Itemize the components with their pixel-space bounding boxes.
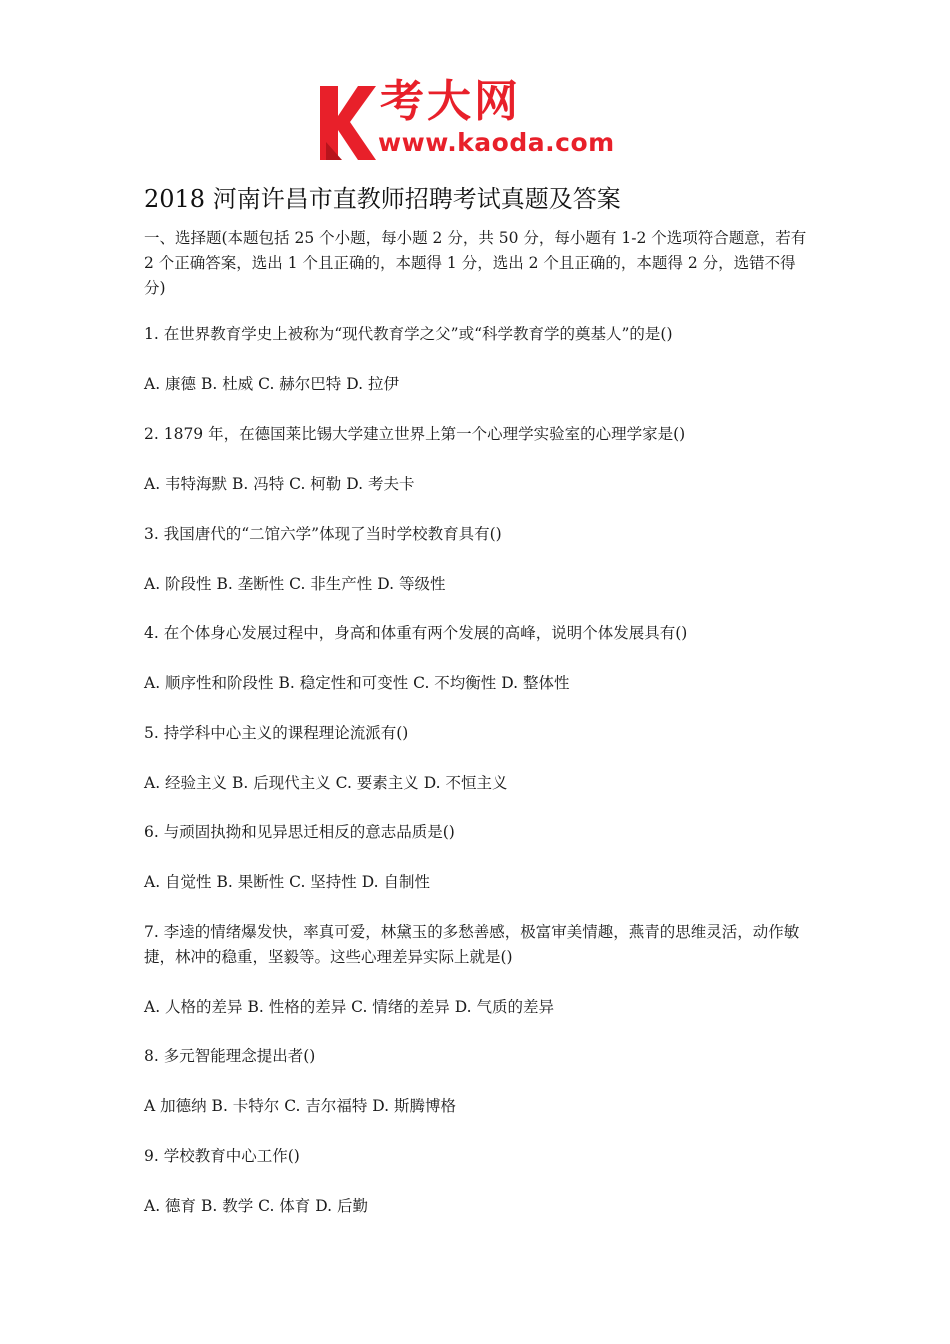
- question-3-options: A. 阶段性 B. 垄断性 C. 非生产性 D. 等级性: [144, 575, 446, 593]
- question-6: 6. 与顽固执拗和见异思迁相反的意志品质是(): [144, 823, 455, 841]
- section-intro: 一、选择题(本题包括 25 个小题，每小题 2 分，共 50 分，每小题有 1-2 个选项符合题意，若有 2 个正确答案，选出 1 个且正确的，本题得 1 分，选出 2 个且正确的，本题得 2 分，选错不得分): [144, 229, 807, 297]
- question-3: 3. 我国唐代的“二馆六学”体现了当时学校教育具有(): [144, 525, 502, 543]
- document-title: 2018 河南许昌市直教师招聘考试真题及答案: [144, 185, 621, 213]
- question-4-options: A. 顺序性和阶段性 B. 稳定性和可变性 C. 不均衡性 D. 整体性: [144, 674, 570, 692]
- site-logo: [316, 78, 646, 164]
- question-4: 4. 在个体身心发展过程中，身高和体重有两个发展的高峰，说明个体发展具有(): [144, 624, 688, 642]
- question-9: 9. 学校教育中心工作(): [144, 1147, 300, 1165]
- question-5-options: A. 经验主义 B. 后现代主义 C. 要素主义 D. 不恒主义: [144, 774, 508, 792]
- question-5: 5. 持学科中心主义的课程理论流派有(): [144, 724, 409, 742]
- question-7: 7. 李逵的情绪爆发快，率真可爱，林黛玉的多愁善感，极富审美情趣，燕青的思维灵活，动作敏捷，林冲的稳重，坚毅等。这些心理差异实际上就是(): [144, 923, 800, 966]
- question-7-options: A. 人格的差异 B. 性格的差异 C. 情绪的差异 D. 气质的差异: [144, 998, 554, 1016]
- question-6-options: A. 自觉性 B. 果断性 C. 坚持性 D. 自制性: [144, 873, 430, 891]
- question-1: 1. 在世界教育学史上被称为“现代教育学之父”或“科学教育学的奠基人”的是(): [144, 325, 673, 343]
- question-2: 2. 1879 年，在德国莱比锡大学建立世界上第一个心理学实验室的心理学家是(): [144, 425, 686, 443]
- question-8: 8. 多元智能理念提出者(): [144, 1047, 316, 1065]
- question-9-options: A. 德育 B. 教学 C. 体育 D. 后勤: [144, 1197, 368, 1215]
- logo-url: www.kaoda.com: [378, 128, 615, 157]
- question-2-options: A. 韦特海默 B. 冯特 C. 柯勒 D. 考夫卡: [144, 475, 415, 493]
- logo-chinese-name: 考大网: [380, 76, 521, 127]
- k-logo-icon: [316, 82, 378, 164]
- question-8-options: A 加德纳 B. 卡特尔 C. 吉尔福特 D. 斯腾博格: [144, 1097, 457, 1115]
- question-1-options: A. 康德 B. 杜威 C. 赫尔巴特 D. 拉伊: [144, 375, 399, 393]
